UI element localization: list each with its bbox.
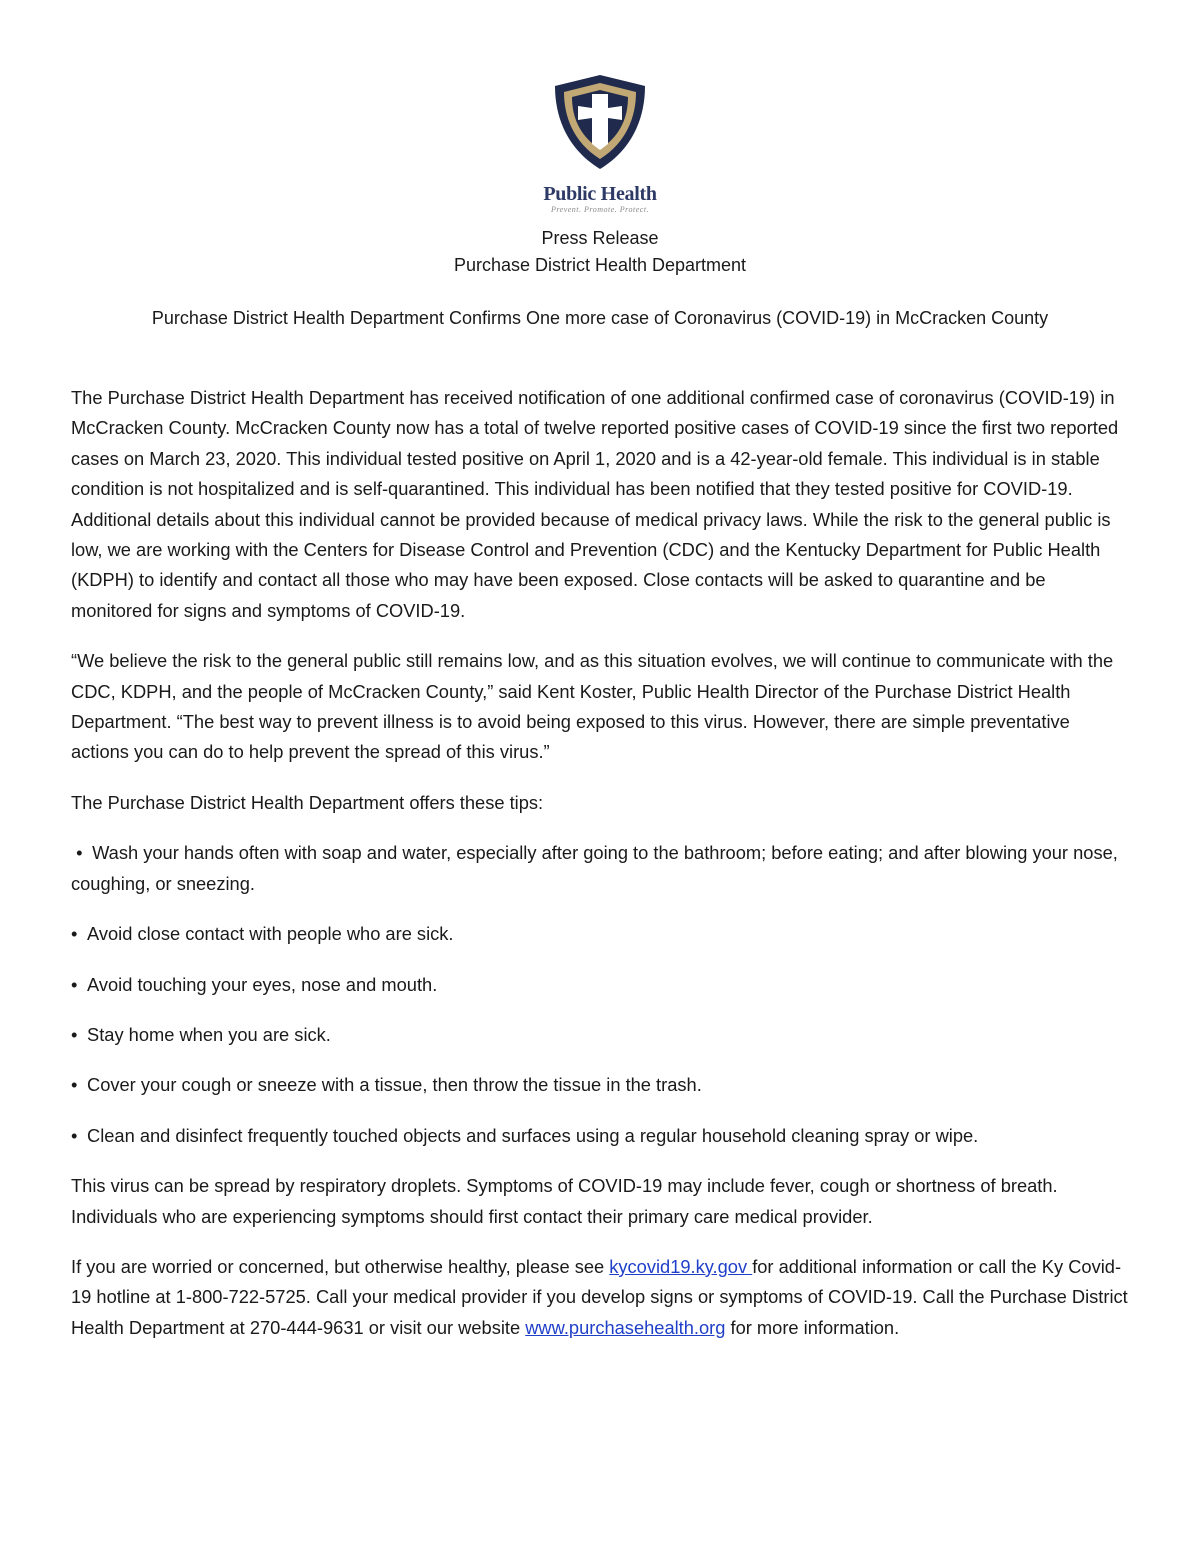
- tip-item: [71, 838, 1131, 899]
- department-name: Purchase District Health Department: [453, 255, 747, 275]
- tip-item: [71, 1121, 1131, 1151]
- bullet-icon: •: [71, 1023, 78, 1045]
- tip-item: [71, 919, 1131, 949]
- logo-brand-text: Public Health: [543, 183, 657, 205]
- paragraph-announcement: The Purchase District Health Department has received notification of one additional confirmed case of coronavirus (COVID-19) in McCracken County. McCracken County now has a total of twelve reported positive cases of COVID-19 since the first two reported cases on March 23, 2020. This individual tested positive on April 1, 2020 and is a 42-year-old female. This individual is in stable condition is not hospitalized and is self-quarantined. This individual has been notified that they tested positive for COVID-19. Additional details about this individual cannot be provided because of medical privacy laws. While the risk to the general public is low, we are working with the Centers for Disease Control and Prevention (CDC) and the Kentucky Department for Public Health (KDPH) to identify and contact all those who may have been exposed. Close contacts will be asked to quarantine and be monitored for signs and symptoms of COVID-19.: [71, 387, 1119, 621]
- tip-item: [71, 970, 1131, 1000]
- tip-item: [71, 1070, 1131, 1100]
- kycovid19-link[interactable]: kycovid19.ky.gov: [609, 1255, 753, 1277]
- tip-text: Wash your hands often with soap and water, especially after going to the bathroom; before eating; and after blowing your nose, coughing, or sneezing.: [71, 842, 1118, 894]
- tips-intro: The Purchase District Health Department offers these tips:: [71, 791, 544, 813]
- bullet-icon: •: [71, 1124, 78, 1146]
- public-health-logo: [0, 72, 1200, 215]
- headline: Purchase District Health Department Confirms One more case of Coronavirus (COVID-19) in McCracken County: [151, 308, 1049, 328]
- contact-text-1: If you are worried or concerned, but otherwise healthy, please see: [71, 1255, 610, 1277]
- press-release-label: Press Release: [541, 228, 659, 248]
- paragraph-quote: “We believe the risk to the general public still remains low, and as this situation evolves, we will continue to communicate with the CDC, KDPH, and the people of McCracken County,” said Kent Koster, Public Health Director of the Purchase District Health Department. “The best way to prevent illness is to avoid being exposed to this virus. However, there are simple preventative actions you can do to help prevent the spread of this virus.”: [71, 650, 1114, 763]
- tip-text: Cover your cough or sneeze with a tissue, then throw the tissue in the trash.: [87, 1074, 702, 1096]
- purchasehealth-website-link[interactable]: www.purchasehealth.org: [525, 1316, 726, 1338]
- bullet-icon: •: [71, 923, 78, 945]
- tip-text: Avoid close contact with people who are sick.: [87, 923, 454, 945]
- contact-text-3: for more information.: [725, 1316, 900, 1338]
- tip-item: [71, 1020, 1131, 1050]
- tip-text: Avoid touching your eyes, nose and mouth.: [87, 973, 438, 995]
- tip-text: Stay home when you are sick.: [87, 1023, 331, 1045]
- bullet-icon: •: [76, 842, 83, 864]
- logo-tagline: Prevent. Promote. Protect.: [550, 205, 650, 214]
- paragraph-symptoms: This virus can be spread by respiratory droplets. Symptoms of COVID-19 may include fever, cough or shortness of breath. Individuals who are experiencing symptoms should first contact their primary care medical provider.: [71, 1175, 1058, 1227]
- paragraph-contact: [71, 1252, 1131, 1343]
- shield-cross-icon: [551, 72, 649, 172]
- bullet-icon: •: [71, 1074, 78, 1096]
- bullet-icon: •: [71, 973, 78, 995]
- tip-text: Clean and disinfect frequently touched objects and surfaces using a regular household cleaning spray or wipe.: [87, 1124, 979, 1146]
- contact-text-2: for additional information or call the Ky Covid-19 hotline at 1-800-722-5725. Call your medical provider if you develop signs or symptoms of COVID-19. Call the Purchase District Health Department at 270-444-9631 or visit our website: [71, 1255, 1128, 1338]
- press-release-body: [71, 383, 1131, 1363]
